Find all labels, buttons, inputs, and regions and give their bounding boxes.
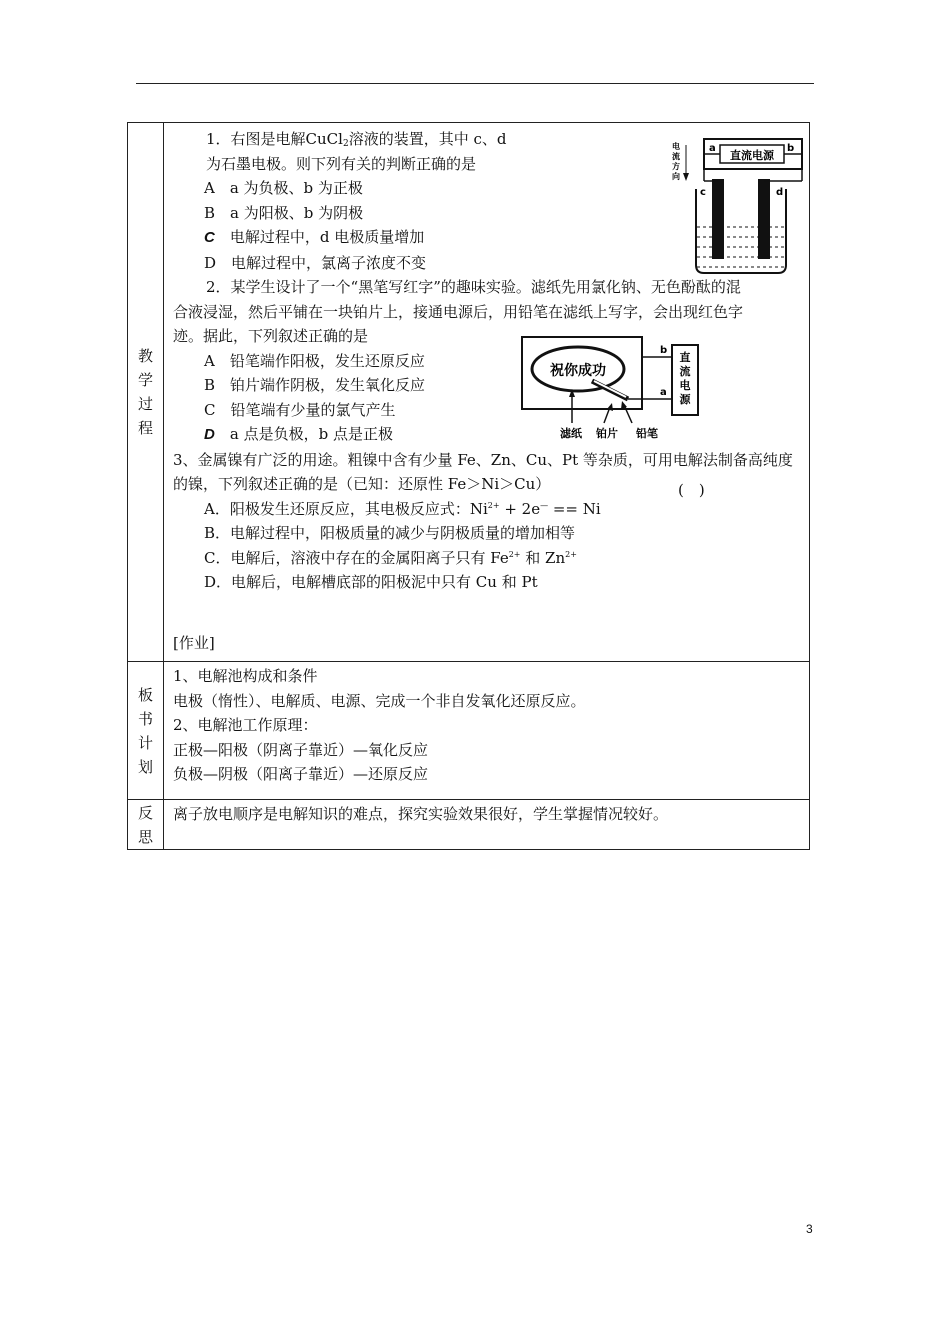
svg-text:直流电源: 直流电源 [730,149,774,162]
svg-text:向: 向 [672,172,680,181]
homework-label: [作业] [173,633,215,652]
svg-text:a: a [660,387,667,398]
svg-text:流: 流 [672,152,680,161]
page-number: 3 [806,1222,813,1236]
label-board-plan: 板 书 计 划 [128,662,164,800]
svg-text:b: b [660,345,668,356]
question-3: 3、金属镍有广泛的用途。粗镍中含有少量 Fe、Zn、Cu、Pt 等杂质，可用电解法制备高纯度 的镍，下列叙述正确的是（已知：还原性 Fe＞Ni＞Cu） A．阳极发生还原反应，其电极反应式：$Ni^{2+} + 2e^— == Ni$ B．电解过程中，阳极质量的减少与阴极质量的增加相等 C．电解后，溶液中存在的金属阳离子只有 $Fe^{2+}$ 和 $Zn^{2+}$ D．电解后，电解槽底部的阳极泥中只有 Cu 和 Pt [173,450,793,591]
answer-paren: ( ) [678,481,705,499]
svg-text:a: a [709,143,716,154]
svg-text:电: 电 [672,142,680,151]
svg-text:铂片: 铂片 [596,427,618,440]
question-2: 2．某学生设计了一个“黑笔写红字”的趣味实验。滤纸先用氯化钠、无色酚酞的混 合液浸湿，然后平铺在一块铂片上，接通电源后，用铅笔在滤纸上写字，会出现红色字 迹。据此，下列叙述正确的是 A 铅笔端作阳极，发生还原反应 B 铂片端作阴极，发生氧化反应 C 铅笔端有少量的氯气产生 D a 点是负极，b 点是正极 [173,278,744,443]
svg-text:源: 源 [679,393,691,406]
svg-text:b: b [787,143,795,154]
reflection-content: 离子放电顺序是电解知识的难点，探究实验效果很好，学生掌握情况较好。 [164,800,810,850]
svg-text:方: 方 [672,162,680,171]
teaching-process-content [164,123,810,662]
svg-text:d: d [776,187,784,198]
svg-text:祝你成功: 祝你成功 [550,363,606,379]
svg-text:直: 直 [679,351,691,364]
svg-text:c: c [700,187,706,198]
electrolysis-apparatus-figure [666,131,816,281]
label-teaching-process: 教 学 过 程 [128,123,164,662]
header-rule [136,83,814,84]
red-writing-experiment-figure [520,333,710,443]
board-plan-content: 1、电解池构成和条件 电极（惰性）、电解质、电源、完成一个非自发氧化还原反应。 2、电解池工作原理： 正极—阳极（阴离子靠近）—氧化反应 负极—阴极（阳离子靠近）—还原反应 [164,662,810,800]
label-reflection: 反 思 [128,800,164,850]
svg-text:滤纸: 滤纸 [560,427,582,440]
svg-text:电: 电 [679,379,691,392]
lesson-plan-table [127,122,810,850]
question-1: 1．右图是电解CuCl$_2$溶液的装置，其中 c、d 为石墨电极。则下列有关的判断正确的是 A a 为负极、b 为正极 B a 为阳极、b 为阴极 C 电解过程中，d 电极质量增加 D 电解过程中，氯离子浓度不变 [204,130,507,272]
svg-text:流: 流 [679,365,691,378]
svg-text:铅笔: 铅笔 [636,427,658,440]
